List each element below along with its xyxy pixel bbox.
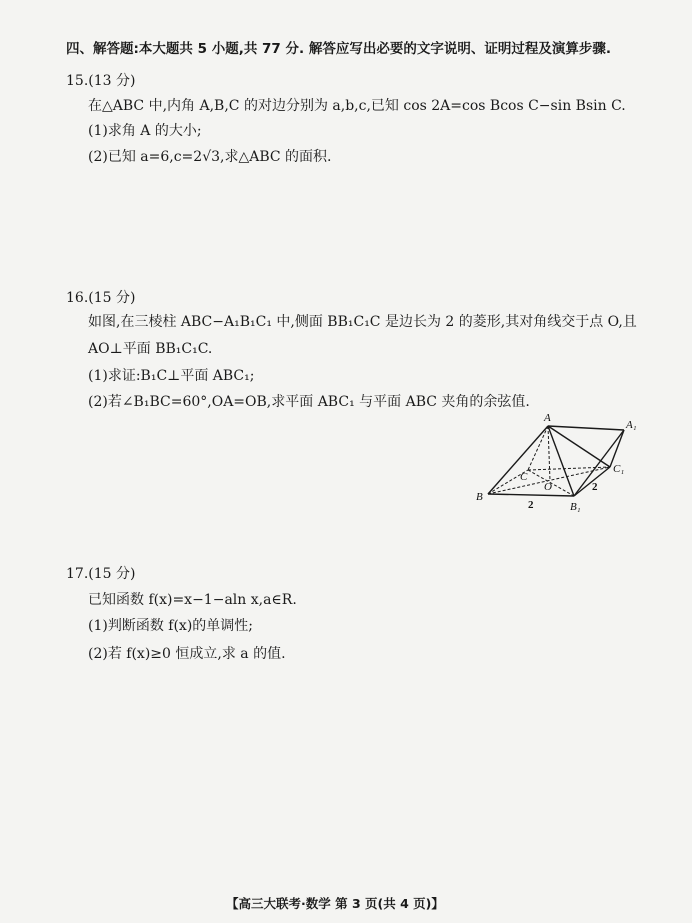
edge-a-b	[488, 426, 548, 494]
q15-stem: 在△ABC 中,内角 A,B,C 的对边分别为 a,b,c,已知 cos 2A=cos Bcos C−sin Bsin C.	[88, 98, 626, 114]
q15-part1: (1)求角 A 的大小;	[88, 123, 202, 139]
label-a1: A₁	[626, 419, 637, 431]
q17-number: 17.(15 分)	[66, 566, 136, 582]
page-footer: 【高三大联考·数学 第 3 页(共 4 页)】	[226, 896, 444, 911]
q15-number: 15.(13 分)	[66, 73, 136, 89]
q17-stem: 已知函数 f(x)=x−1−aln x,a∈R.	[88, 592, 297, 608]
q16-stem-line2: AO⊥平面 BB₁C₁C.	[88, 341, 213, 357]
section-title: 四、解答题:本大题共 5 小题,共 77 分. 解答应写出必要的文字说明、证明过程及演算步骤.	[66, 41, 611, 57]
q15-part2: (2)已知 a=6,c=2√3,求△ABC 的面积.	[88, 149, 332, 165]
edge-b-b1	[488, 494, 574, 496]
segment-a-o	[548, 426, 550, 481]
label-a: A	[544, 412, 551, 424]
label-o: O	[544, 481, 552, 493]
q16-number: 16.(15 分)	[66, 290, 136, 306]
prism-figure	[470, 410, 650, 520]
q16-part2: (2)若∠B₁BC=60°,OA=OB,求平面 ABC₁ 与平面 ABC 夹角的余弦值.	[88, 394, 530, 410]
label-b: B	[476, 491, 483, 503]
label-side-b-b1: 2	[528, 499, 534, 511]
edge-a1-c1	[610, 430, 624, 467]
q17-part1: (1)判断函数 f(x)的单调性;	[88, 618, 253, 634]
edge-a-c	[528, 426, 548, 470]
label-c: C	[520, 471, 528, 483]
q16-stem-line1: 如图,在三棱柱 ABC−A₁B₁C₁ 中,侧面 BB₁C₁C 是边长为 2 的菱形,其对角线交于点 O,且	[88, 314, 637, 330]
q17-part2: (2)若 f(x)≥0 恒成立,求 a 的值.	[88, 646, 286, 662]
label-b1: B₁	[570, 501, 581, 513]
edge-a-a1	[548, 426, 624, 430]
q16-part1: (1)求证:B₁C⊥平面 ABC₁;	[88, 368, 255, 384]
edge-a-c1	[548, 426, 610, 467]
label-side-b1-c1: 2	[592, 481, 598, 493]
label-c1: C₁	[613, 463, 625, 475]
